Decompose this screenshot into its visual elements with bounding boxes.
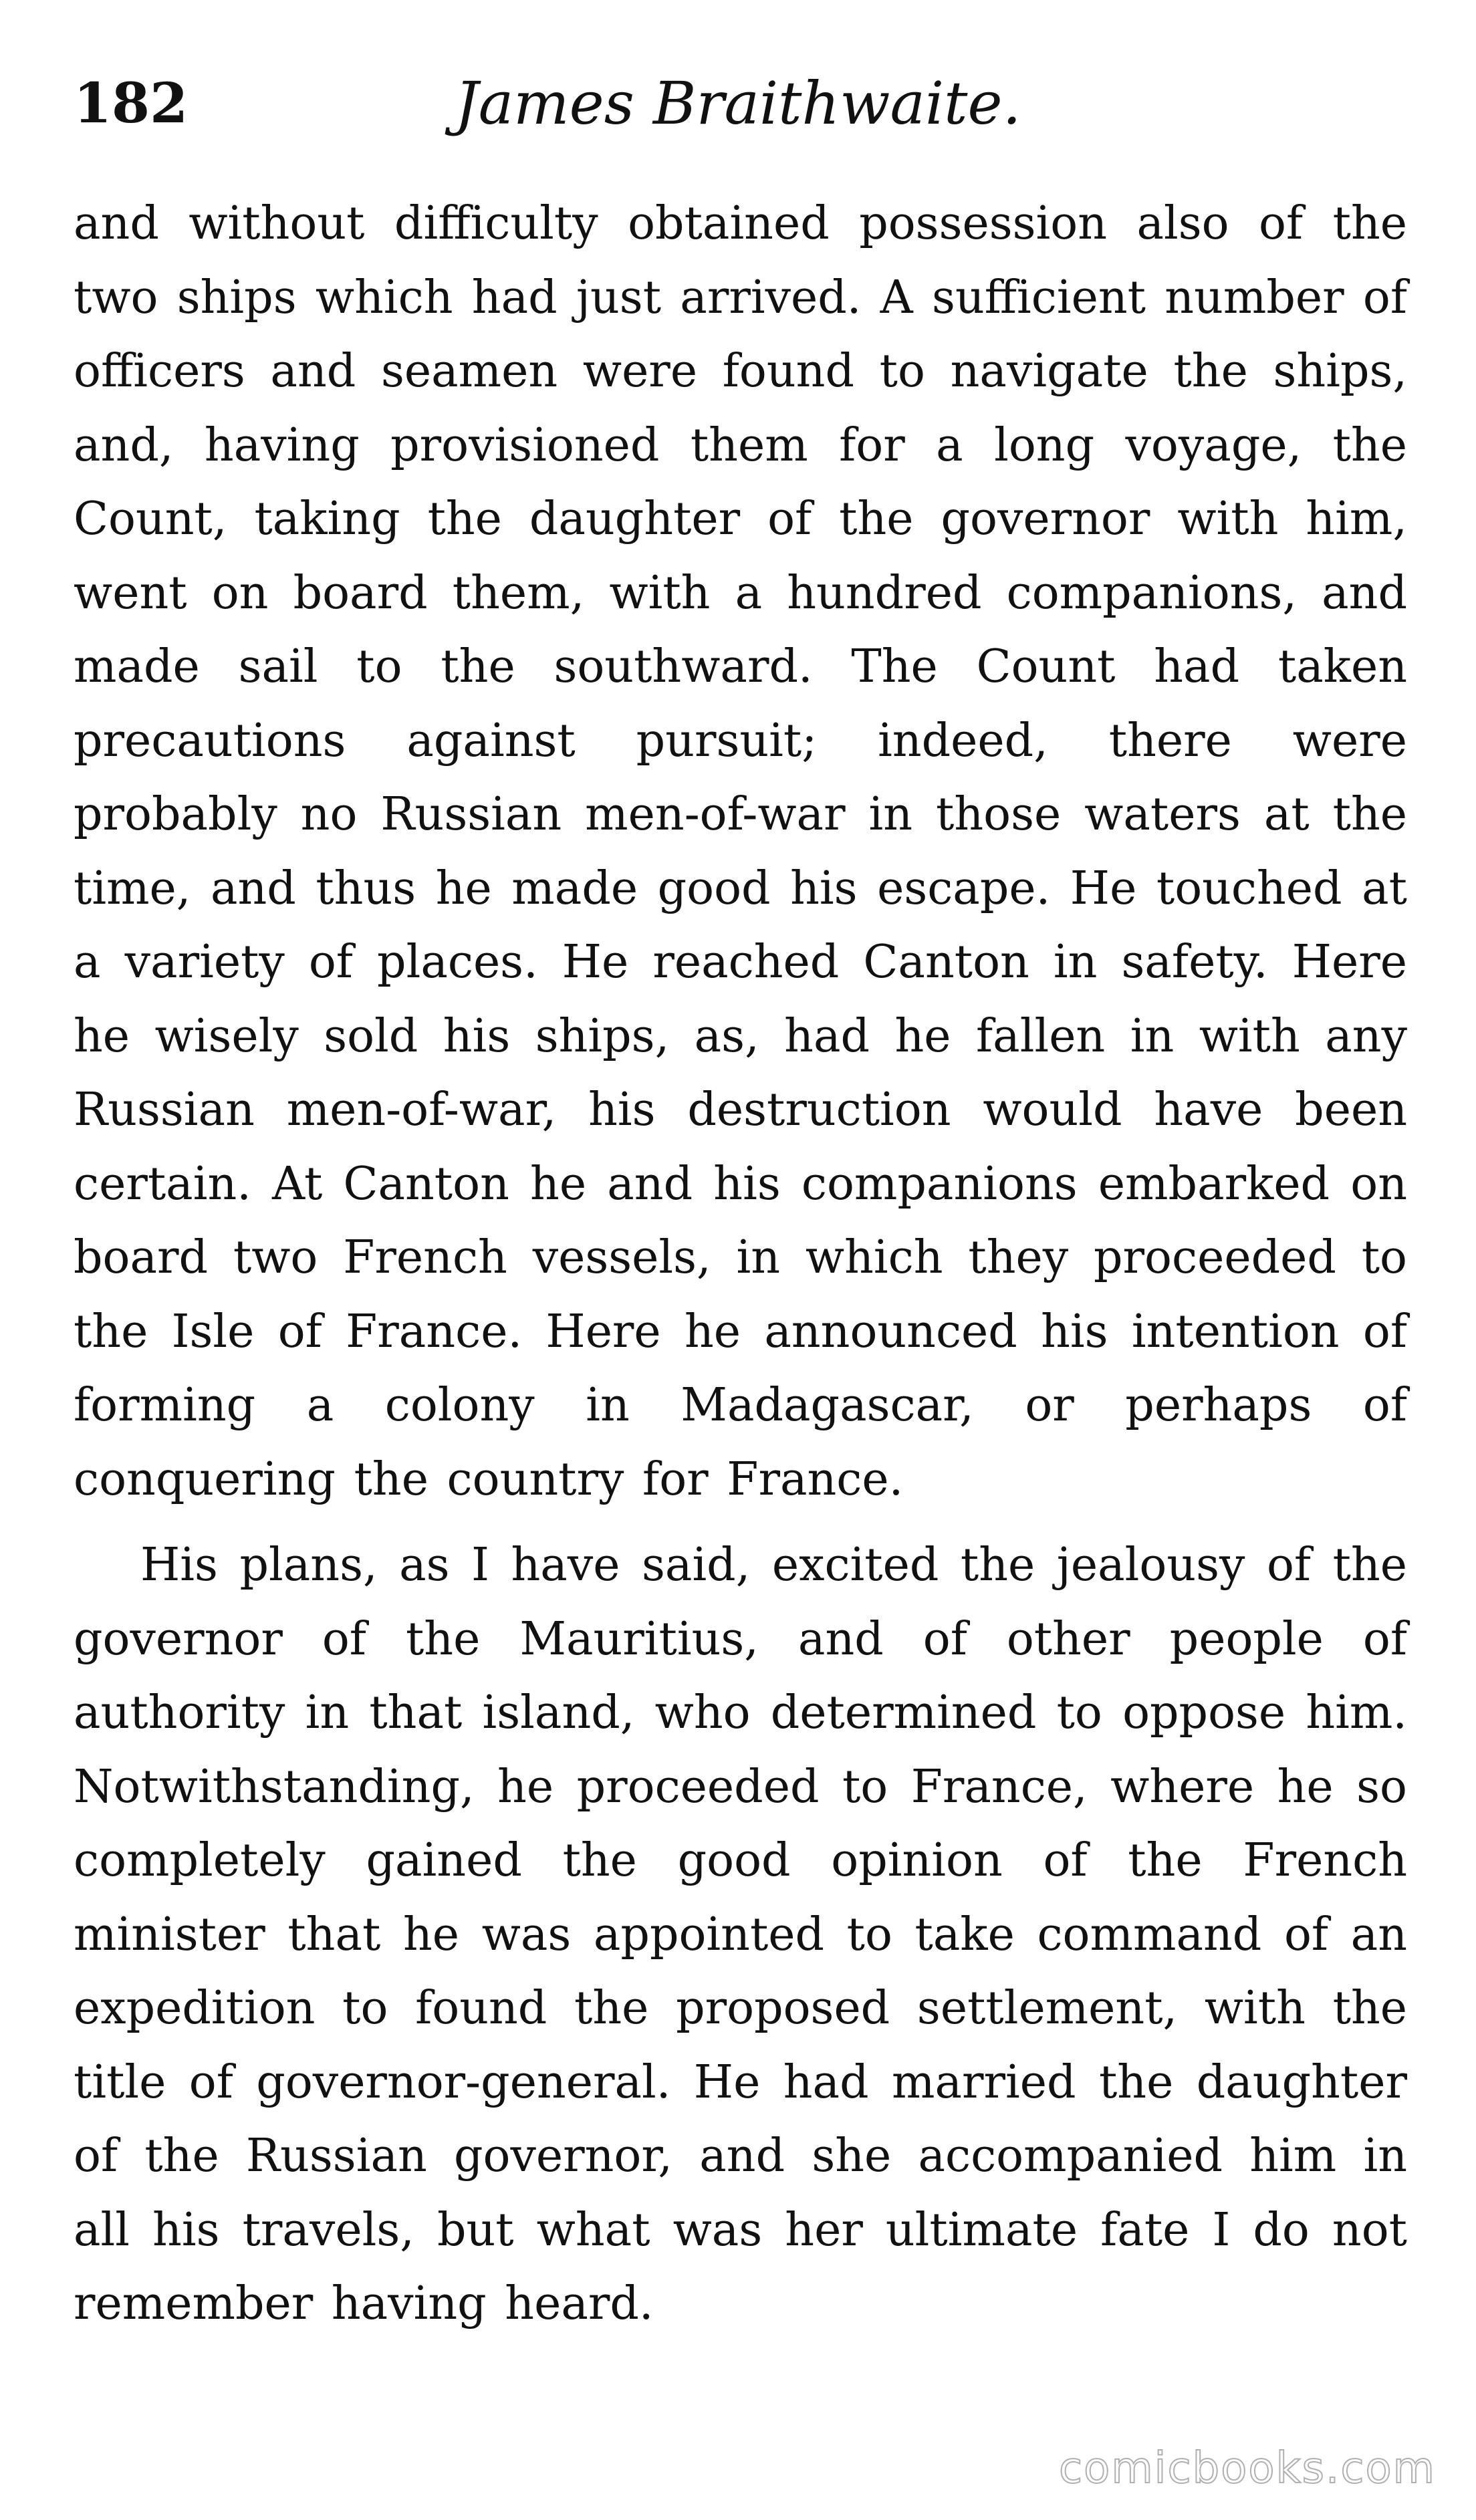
paragraph-2: His plans, as I have said, excited the jealousy of the governor of the Mauritius, and of other people of authority in that island, who determined to oppose him. Notwithstanding, he proceeded to France, where he so completely gained the good opinion of the French minister that he was appointed to take command of an expedition to found the proposed settlement, with the title of governor-general. He had married the daughter of the Russian governor, and she accompanied him in all his travels, but what was her ultimate fate I do not remember having heard. bbox=[74, 1539, 1407, 2330]
running-title: James Braithwaite. bbox=[455, 69, 1021, 138]
paragraph-1: and without difficulty obtained possession also of the two ships which had just arrived. A sufficient number of officers and seamen were found to navigate the ships, and, having provisioned them for a long voyage, the Count, taking the daughter of the governor with him, went on board them, with a hundred companions, and made sail to the southward. The Count had taken precautions against pursuit; indeed, there were probably no Russian men-of-war in those waters at the time, and thus he made good his escape. He touched at a variety of places. He reached Canton in safety. Here he wisely sold his ships, as, had he fallen in with any Russian men-of-war, his destruction would have been certain. At Canton he and his companions embarked on board two French vessels, in which they proceeded to the Isle of France. Here he announced his intention of forming a colony in Madagascar, or perhaps of conquering the country for France. bbox=[74, 197, 1407, 1506]
watermark: comicbooks.com bbox=[1058, 2444, 1436, 2493]
page-header bbox=[74, 64, 1402, 144]
body-text bbox=[74, 187, 1407, 2342]
page-number: 182 bbox=[74, 72, 189, 136]
